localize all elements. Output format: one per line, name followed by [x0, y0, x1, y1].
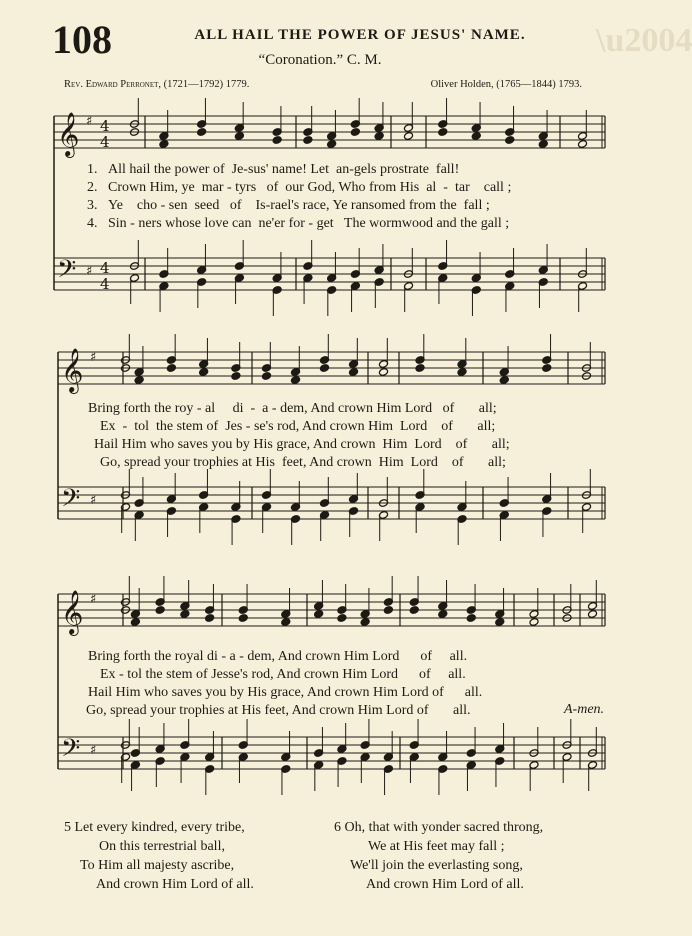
verse-line: 3. Ye cho - sen seed of Is-rael's race, Ye ransomed from the fall ; [87, 198, 490, 213]
treble-note [337, 614, 347, 623]
treble-note [350, 128, 360, 137]
treble-clef-icon: 𝄞 [61, 590, 84, 634]
treble-note [134, 376, 144, 385]
verse-line: Go, spread your trophies at His feet, And crown Him Lord of all; [100, 455, 506, 470]
hymn-title: ALL HAIL THE POWER OF JESUS' NAME. [194, 27, 526, 43]
treble-note [290, 376, 300, 385]
verse-line: Hail Him who saves you by His grace, And crown Him Lord of all; [94, 437, 510, 452]
treble-note [348, 368, 358, 377]
treble-note [234, 132, 244, 141]
treble-note [542, 364, 552, 373]
sharp-icon: ♯ [90, 592, 97, 607]
treble-note [303, 136, 313, 145]
treble-note [155, 606, 165, 615]
time-signature: 4 [100, 275, 110, 293]
treble-note [495, 618, 505, 627]
composer-credit: Oliver Holden, (1765—1844) 1793. [430, 79, 582, 90]
verse-line: Ex - tol the stem of Jes - se's rod, And crown Him Lord of all; [100, 419, 496, 434]
treble-note [281, 618, 291, 627]
treble-note [538, 140, 548, 149]
amen-text: A-men. [564, 702, 605, 717]
treble-note [529, 618, 539, 627]
treble-clef-icon: 𝄞 [61, 348, 84, 392]
treble-note [197, 128, 207, 137]
treble-note [180, 610, 190, 619]
verse-line: Go, spread your trophies at His feet, And crown Him Lord of all. [86, 703, 471, 718]
treble-note [130, 618, 140, 627]
treble-note [383, 606, 393, 615]
treble-note [205, 614, 215, 623]
treble-note [505, 136, 515, 145]
verse-line: Ex - tol the stem of Jesse's rod, And crown Him Lord of all. [100, 667, 466, 682]
sharp-icon: ♯ [90, 493, 97, 508]
verse-line: Bring forth the royal di - a - dem, And crown Him Lord of all. [88, 649, 468, 664]
treble-note [314, 610, 324, 619]
time-signature: 4 [100, 259, 110, 277]
verse-line: 1. All hail the power of Je-sus' name! Let an-gels prostrate fall! [87, 162, 460, 177]
sharp-icon: ♯ [86, 264, 93, 279]
treble-note [438, 128, 448, 137]
verse-line: Bring forth the roy - al di - a - dem, And crown Him Lord of all; [88, 401, 497, 416]
author-credit: Rev. Edward Perronet, (1721—1792) 1779. [64, 79, 250, 90]
treble-note [159, 140, 169, 149]
verse-line: Hail Him who saves you by His grace, And crown Him Lord of all. [88, 685, 483, 700]
treble-clef-icon: 𝄞 [57, 112, 80, 156]
verse-line: 2. Crown Him, ye mar - tyrs of our God, Who from His al - tar call ; [87, 180, 512, 195]
treble-note [166, 364, 176, 373]
bass-clef-icon: 𝄢 [61, 484, 81, 519]
treble-note [319, 364, 329, 373]
treble-note [374, 132, 384, 141]
treble-note [231, 372, 241, 381]
treble-note [415, 364, 425, 373]
time-signature: 4 [100, 133, 110, 151]
treble-note [499, 376, 509, 385]
stanza-6: 6 Oh, that with yonder sacred throng, We at His feet may fall ; We'll join the everlasting song, And crown Him Lord of all. [334, 820, 544, 892]
treble-note [272, 136, 282, 145]
treble-note [403, 132, 413, 141]
treble-note [409, 606, 419, 615]
hymn-number: 108 [52, 17, 112, 62]
bass-clef-icon: 𝄢 [57, 255, 77, 290]
verses-system-2 [88, 400, 510, 472]
treble-note [587, 610, 597, 619]
treble-note [238, 614, 248, 623]
treble-note [199, 368, 209, 377]
tune-name: “Coronation.” C. M. [258, 52, 382, 68]
treble-note [471, 132, 481, 141]
verses-system-1 [87, 161, 512, 233]
bleed-through-text: \u2004 [596, 22, 692, 59]
verses-system-3 [88, 648, 482, 720]
treble-note [360, 618, 370, 627]
treble-note [327, 140, 337, 149]
treble-note [261, 372, 271, 381]
treble-note [577, 140, 587, 149]
treble-note [466, 614, 476, 623]
sharp-icon: ♯ [86, 114, 93, 129]
bass-clef-icon: 𝄢 [61, 734, 81, 769]
sharp-icon: ♯ [90, 743, 97, 758]
treble-note [438, 610, 448, 619]
stanza-5: 5 Let every kindred, every tribe, On this terrestrial ball, To Him all majesty ascribe, And crown Him Lord of all. [64, 820, 254, 892]
treble-note [378, 368, 388, 377]
time-signature: 4 [100, 117, 110, 135]
treble-note [457, 368, 467, 377]
sharp-icon: ♯ [90, 350, 97, 365]
verse-line: 4. Sin - ners whose love can ne'er for - get The wormwood and the gall ; [87, 216, 510, 231]
